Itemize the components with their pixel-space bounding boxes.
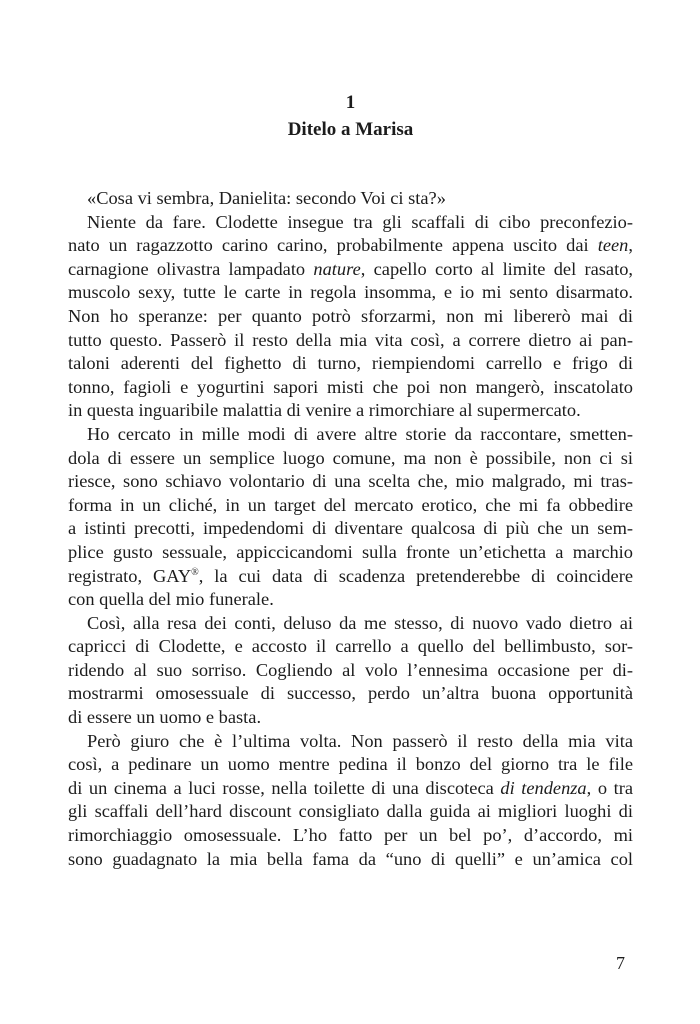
paragraph <box>68 730 633 872</box>
page-number: 7 <box>616 953 625 973</box>
text-line: Però giuro che è l’ultima volta. Non passerò il resto della mia vita <box>87 730 633 751</box>
paragraph <box>68 211 633 423</box>
book-page <box>68 0 633 1024</box>
text-line: di essere un uomo e basta. <box>68 707 262 728</box>
text-line: gli scaffali dell’hard discount consigliato dalla guida ai migliori luoghi di <box>68 801 633 822</box>
text-line: forma in un cliché, in un target del mercato erotico, che mi fa obbedire <box>68 494 633 515</box>
text-line: «Cosa vi sembra, Danielita: secondo Voi ci sta?» <box>87 188 446 208</box>
text-line: Così, alla resa dei conti, deluso da me stesso, di nuovo vado dietro ai <box>87 612 633 633</box>
text-line: tutto questo. Passerò il resto della mia vita così, a correre dietro ai pan- <box>68 329 633 350</box>
text-line: tonno, fagioli e yogurtini sapori misti che poi non mangerò, inscatolato <box>68 376 633 397</box>
text-line: riesce, sono schiavo volontario di una scelta che, mio malgrado, mi tras- <box>68 471 633 492</box>
chapter-number: 1 <box>345 92 356 113</box>
text-line: nato un ragazzotto carino carino, probabilmente appena uscito dai teen, <box>68 235 633 256</box>
text-line: taloni aderenti del fighetto di turno, riempiendomi carrello e frigo di <box>68 353 633 374</box>
text-line: Ho cercato in mille modi di avere altre storie da raccontare, smetten- <box>87 423 633 444</box>
text-line: a istinti precotti, impedendomi di diventare qualcosa di più che un sem- <box>68 518 633 539</box>
text-line: ridendo al suo sorriso. Cogliendo al volo l’ennesima occasione per di- <box>68 659 633 680</box>
text-line: sono guadagnato la mia bella fama da “uno di quelli” e un’amica col <box>68 848 633 869</box>
text-line: plice gusto sessuale, appiccicandomi sulla fronte un’etichetta a marchio <box>68 541 633 562</box>
text-line: mostrarmi omosessuale di successo, perdo un’altra buona opportunità <box>68 683 633 704</box>
text-line: così, a pedinare un uomo mentre pedina il bonzo del giorno tra le file <box>68 754 633 775</box>
text-line: Non ho speranze: per quanto potrò sforzarmi, non mi libererò mai di <box>68 305 633 326</box>
text-line: capricci di Clodette, e accosto il carrello a quello del bellimbusto, sor- <box>68 636 633 657</box>
text-line: in questa inguaribile malattia di venire a rimorchiare al supermercato. <box>68 400 581 421</box>
italic-term: teen <box>597 235 629 256</box>
text-line: dola di essere un semplice luogo comune, ma non è possibile, non ci si <box>68 447 633 468</box>
chapter-title: Ditelo a Marisa <box>287 119 414 140</box>
text-line: Niente da fare. Clodette insegue tra gli scaffali di cibo preconfezio- <box>87 211 633 232</box>
chapter-body <box>68 187 633 871</box>
text-line: muscolo sexy, tutte le carte in regola insomma, e io mi sento disarmato. <box>68 282 633 303</box>
italic-term: nature <box>313 258 361 279</box>
paragraph <box>68 187 633 211</box>
text-line: registrato, GAY®, la cui data di scadenza pretenderebbe di coincidere <box>68 565 633 586</box>
text-line: carnagione olivastra lampadato nature, capello corto al limite del rasato, <box>68 258 633 279</box>
paragraph <box>68 423 633 612</box>
paragraph <box>68 612 633 730</box>
text-line: con quella del mio funerale. <box>68 589 274 610</box>
registered-mark: ® <box>191 566 199 578</box>
text-line: di un cinema a luci rosse, nella toilette di una discoteca di tendenza, o tra <box>68 777 633 798</box>
italic-term: di tendenza <box>500 777 587 798</box>
text-line: rimorchiaggio omosessuale. L’ho fatto per un bel po’, d’accordo, mi <box>68 825 633 846</box>
